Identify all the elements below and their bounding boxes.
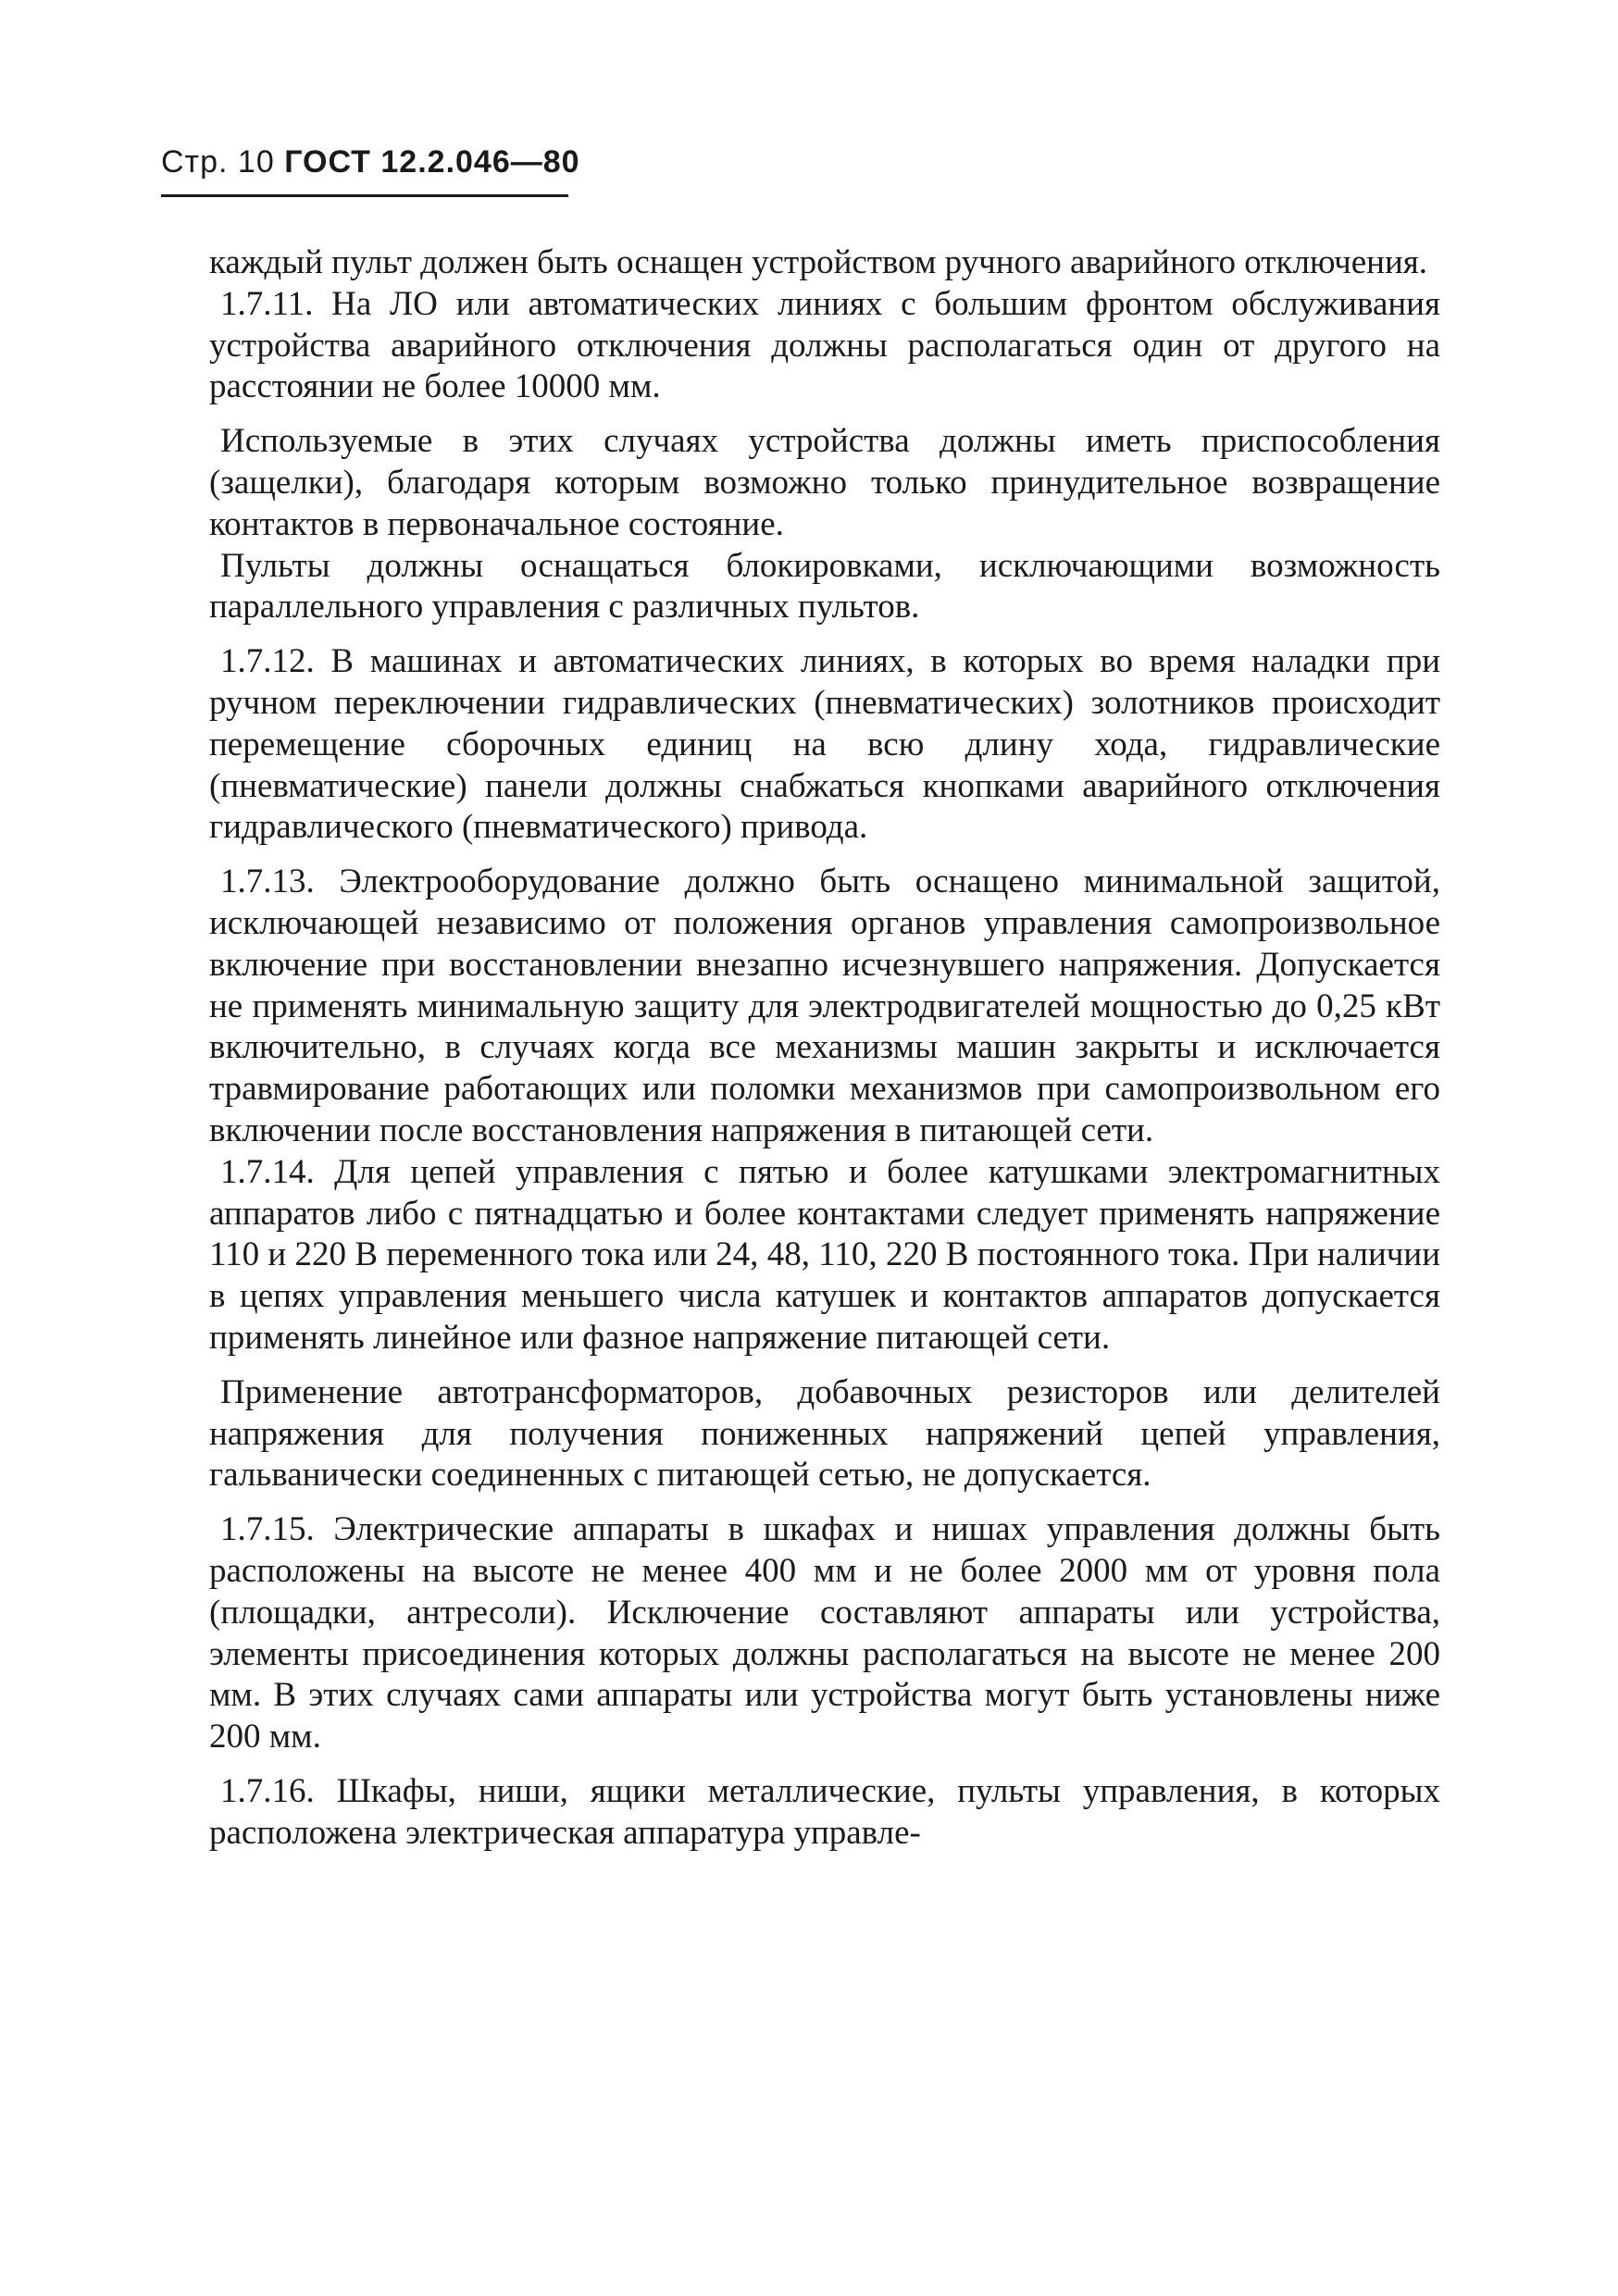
paragraph-1-7-11-panels: Пульты должны оснащаться блокировками, исключающими возможность параллельного управления с различных пультов. [209, 546, 1440, 627]
standard-designation: ГОСТ 12.2.046—80 [284, 144, 580, 180]
paragraph-1-7-15: 1.7.15. Электрические аппараты в шкафах и нишах управления должны быть расположены на высоте не менее 400 мм и не более 2000 мм от уровня пола (площадки, антресоли). Исключение составляют аппараты или устройства, элементы присоединения которых должны располагаться на высоте не менее 200 мм. В этих случаях сами аппараты или устройства могут быть установлены ниже 200 мм. [209, 1510, 1440, 1756]
body-text [209, 242, 1440, 1854]
running-header [161, 144, 580, 180]
header-rule [161, 194, 568, 197]
page-number: Стр. 10 [161, 144, 275, 180]
paragraph-1-7-12: 1.7.12. В машинах и автоматических линиях, в которых во время наладки при ручном переключении гидравлических (пневматических) золотников происходит перемещение сборочных единиц на всю длину хода, гидравлические (пневматические) панели должны снабжаться кнопками аварийного отключения гидравлического (пневматического) привода. [209, 642, 1440, 847]
paragraph-1-7-13: 1.7.13. Электрооборудование должно быть оснащено минимальной защитой, исключающей независимо от положения органов управления самопроизвольное включение при восстановлении внезапно исчезнувшего напряжения. Допускается не применять минимальную защиту для электродвигателей мощностью до 0,25 кВт включительно, в случаях когда все механизмы машин закрыты и исключается травмирование работающих или поломки механизмов при самопроизвольном его включении после восстановления напряжения в питающей сети. [209, 863, 1440, 1149]
paragraph-1-7-14-autotransformers: Применение автотрансформаторов, добавочных резисторов или делителей напряжения для получения пониженных напряжений цепей управления, гальванически соединенных с питающей сетью, не допускается. [209, 1372, 1440, 1495]
paragraph-1-7-11: 1.7.11. На ЛО или автоматических линиях с большим фронтом обслуживания устройства аварийного отключения должны располагаться один от другого на расстоянии не более 10000 мм. [209, 284, 1440, 406]
paragraph-continuation: каждый пульт должен быть оснащен устройством ручного аварийного отключения. [209, 243, 1428, 281]
paragraph-1-7-16: 1.7.16. Шкафы, ниши, ящики металлические, пульты управления, в которых расположена электрическая аппаратура управле- [209, 1771, 1440, 1852]
paragraph-1-7-11-devices: Используемые в этих случаях устройства должны иметь приспособления (защелки), благодаря которым возможно только принудительное возвращение контактов в первоначальное состояние. [209, 422, 1440, 543]
paragraph-1-7-14: 1.7.14. Для цепей управления с пятью и более катушками электромагнитных аппаратов либо с пятнадцатью и более контактами следует применять напряжение 110 и 220 В переменного тока или 24, 48, 110, 220 В постоянного тока. При наличии в цепях управления меньшего числа катушек и контактов аппаратов допускается применять линейное или фазное напряжение питающей сети. [209, 1152, 1440, 1357]
